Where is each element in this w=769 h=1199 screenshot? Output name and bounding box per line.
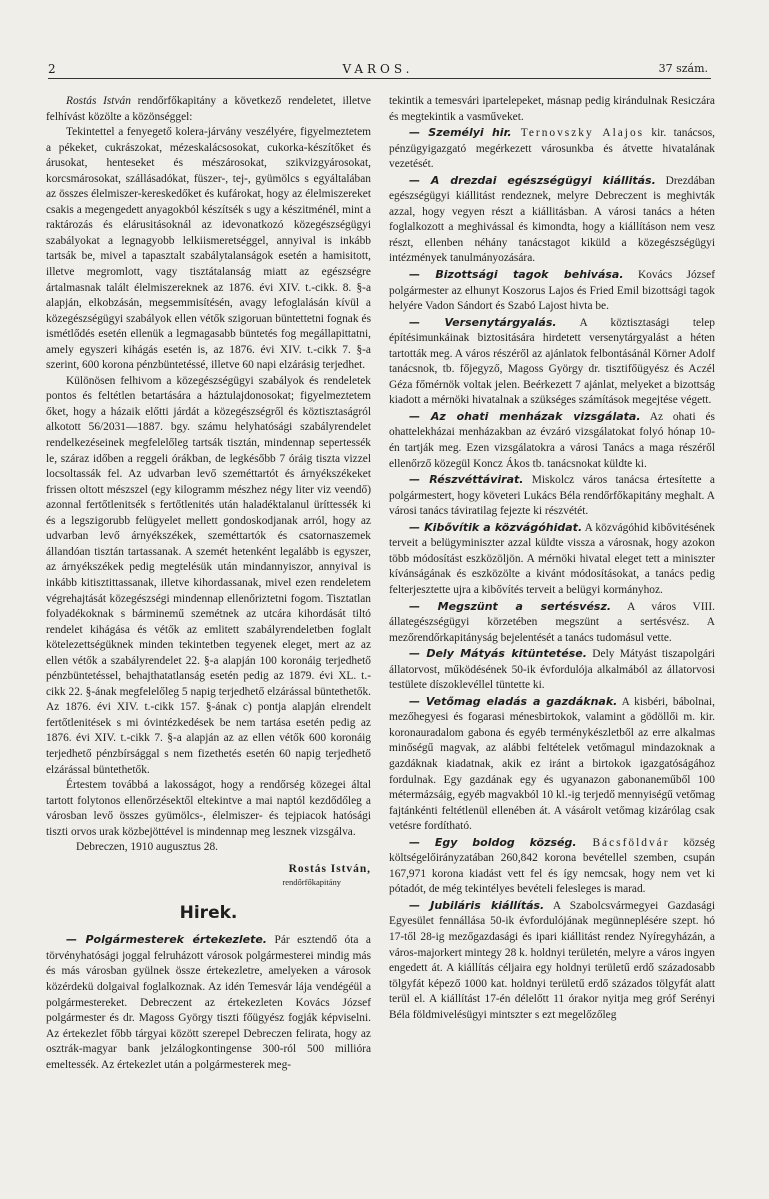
news-item: — Bizottsági tagok behivása. Kovács József polgármester az elhunyt Koszorus Lajos és Fried Emil bizottsági tagok helyére Vadon Sándort és Szabó Lajost hivta be. bbox=[389, 268, 715, 313]
news-item: — Vetőmag eladás a gazdáknak. A kisbéri, bábolnai, mezőhegyesi és fogarasi ménesbirtokok, valamint a gödöllői m. kir. koronauradalom gabona és egyéb terménykészletből az erre alkalmas minőségű magvak, az alábbi feltételek vetőmagul mindazoknak a gazdáknak kiadatnak, akik ez iránt a birtokok igazgatóságához fordulnak. Egy gazdának egy és ugyanazon gabonaneműből 100 métermázsáig, egyéb magvakból 10 kl.-ig terjedő mennyiségű vetőmag fajtánkénti feltétlenül ellenében át. A vásárolt vetőmag kizárólag csak vetésre fordítható. bbox=[389, 694, 715, 833]
newspaper-title: VAROS. bbox=[342, 62, 414, 76]
page-number: 2 bbox=[48, 62, 56, 76]
decree-paragraph: Különösen felhivom a közegészségügyi szabályok és rendeletek pontos és feltétlen betartására a háztulajdonosokat; figyelmeztetem őket, hogy a házaik előtti járdát a közegészségről és köztisztaságról alkotott 56/2031—1887. bgy. számu helyhatósági szabályrendelet rendelkezéseinek megfelelőleg tartsák tisztán, mindennap sepertessék le, száraz időben a reggeli órákban, de legkésőbb 7 óráig tiszta vizzel locsoltassák fel. Az udvarban levő szeméttartót és árnyékszékeket frissen oltott mészszel (egy kilogramm mészhez négy liter viz veendő) azonnal fertőtlenitsék s fertőtlenités után haladéktalanul üríttessék ki és a legszigorubb felügyelet mellett gondoskodjanak arról, hogy az udvarban levő árnyékszékek, szeméttartók és csatornaszemek állandóan tisztán tartassanak. A szemét hetenként legalább is egyszer, az árnyékszékek pedig megtelésük után mindannyiszor, annyival is inkább kitisztittassanak, illetve kihordassanak, mivel ezen rendeletem végrehajtását közegészségi mindennap ellenőriztetni fogom. Tisztatlan folyadékoknak s bárminemű szemétnek az utcára kihordását tiltó rendelet kihágása és vétők az emlitett szabályrendeletben foglalt kötelezettségüknek minden tekintetben tegyenek eleget, mert az az ellen vétők a szabályrendelet 22. §-a alapján 100 koronáig terjedhető pénzbüntetéssel, behajthatatlanság esetén pedig az 1879. évi XL. t.-cikk 22. §-ának megfelelőleg 5 napig terjedhető elzárással büntethetők. Az 1876. évi XIV. t.-cikk 157. §-ának c) pontja alapján elrendelt fertőtlenitések s mi óvintézkedések be nem tartása esetén pedig az 1876. évi XIV. t.-cikk 7. §-a alapján az az ellen vétők 600 koronáig terjedhető pénzbírsággal s nem fizethetés esetén 60 napig terjedhető elzárással büntethetők. bbox=[46, 374, 371, 776]
news-item: — Jubiláris kiállítás. A Szabolcsvármegyei Gazdasági Egyesület fennállása 50-ik évfordulójának megünneplésére szept. hó 17-től 28-ig mezőgazdasági és ipari kiállitást rendez Nyíregyházán, a város-majorkert mintegy 28 k. holdnyi területén, melyre a város ingyen engedett át. A kiállítás céljaira egy holdnyi területű erdő századosabb tölgyfát képező 1000 kat. holdnyi területű erdő százados tölgyfát alatt terül el. A kiállítást 17-én délelőtt 11 órakor nyitja meg gróf Serényi Béla földmivelésügyi mintszter s ezt megelőzőleg bbox=[389, 898, 715, 1021]
page-header bbox=[48, 62, 708, 78]
news-item: — Kibővítik a közvágóhidat. A közvágóhid kibővitésének terveit a belügyminiszter azzal küldte vissza a városnak, hogy azokon több módosítást eszközöljön. A mérnöki hivatal eleget tett a miniszter kívánságának és eszközölte a kivánt módosításokat, a tanács pedig felterjesztette ujra a kibővítés terveit a belügyi kormányhoz. bbox=[389, 520, 715, 596]
decree-paragraph: Tekintettel a fenyegető kolera-járvány veszélyére, figyelmeztetem a pékeket, cukrászokat, mézeskalácsosokat, cukorka-készítőket és árusokat, henteseket és mészárosokat, szikvizgyárosokat, korcsmárosokat, szállásadókat, füszer-, tej-, gyümölcs s egyáltalában az összes élelmiszer-kereskedőket és kufárokat, hogy az élelmiszereket csakis a megengedett anyagokból készítsék s ugy a készitménél, mint a raktározás és elárusitásoknál az idevonatkozó közegészségügyi szabályokat a legnagyobb lelkiismeretséggel, annyival is inkább tartsák be, mivel a tapasztalt szabálytalanságok esetén a hamisitott, illetve megromlott, vagy tisztátalanság miatt az egészségre ártalmasnak talált élelmiszereknek az 1876. évi XIV. t.-cikk. 8. §-a alapján, elkobzásán, megsemmisítésén, avagy lefoglalásán kívül a közegészségügyi szabályok ellen vétők szigoruan büntettetni fognak és ismétlődés esetén ellenük a legmagasabb büntetés fog megállapittatni, amely egyszeri kihágás esetén is, az 1876. évi XIV. t.-cikk 7. §-a szerint, 600 korona pénzbüntetéssé, illetve 60 napi elzárásig terjedhet. bbox=[46, 126, 371, 372]
news-item: — Dely Mátyás kitüntetése. Dely Mátyást tiszapolgári állatorvost, működésének 50-ik évfordulója alkalmából az állatorvosi testülete díszoklevéllel tüntette ki. bbox=[389, 647, 715, 692]
signature-name: Rostás István, bbox=[288, 862, 371, 875]
news-item: — Versenytárgyalás. A köztisztasági telep építésimunkáinak biztositására hirdetett versenytárgyalást a héten tartották meg. A város részéről az ajánlatok felbontásánál Körner Adolf tanácsnok, tb. főjegyző, Magoss György dr. tisztifőügyész és Aczél Géza főmérnök voltak jelen. Beérkezett 7 ajánlat, melyeket a bizottság kiadott a mérnöki hivatalnak a szükséges számítások megejtése végett. bbox=[389, 315, 715, 407]
news-item: — Polgármesterek értekezlete. Pár esztendő óta a törvényhatósági joggal felruházott városok polgármesterei mindig más és más városban gyülnek össze értekezletre, amelyeken a városok közérdekü dolgaival foglalkoznak. Az idén Temesvár lája vendégéül a polgármestereket. Debreczent az értekezleten Kovács József polgármester és dr. Magoss György tiszti főügyész fogják képviselni. Az értekezlet főbb tárgyai között szerepel Debreczen felirata, hogy az osztrák-magyar bank jelzálogkontingense 300-ról 500 millióra emeltessék. Az értekezlet után a polgármesterek meg- bbox=[46, 933, 371, 1071]
news-item: — Az ohati menházak vizsgálata. Az ohati és ohattelekházai menházakban az évzáró vizsgálatokat folyó hónap 10-én tartják meg. Ezen vizsgálatokra a városi Tanács a maga részéről ellenőrző közegül Koncz Ákos tb. tanácsnokat küldte ki. bbox=[389, 409, 715, 470]
news-item: — Megszünt a sertésvész. A város VIII. állategészségügyi körzetében megszünt a sertésvész. A mezőrendőrkapitányság bejelentését a tanács tudomásul vette. bbox=[389, 599, 715, 644]
signature-title: rendőrfőkapitány bbox=[282, 877, 341, 888]
news-item: — Egy boldog község. Bácsföldvár község költségelőirányzatában 260,842 korona bevétellel szemben, csupán 167,971 korona kiadást vett fel és így nemcsak, hogy nem vet ki pótadót, de még tekintélyes bevételi felesleges is marad. bbox=[389, 835, 716, 896]
news-section-title: Hirek. bbox=[179, 903, 238, 924]
left-column bbox=[46, 94, 371, 1073]
decree-paragraph: Értestem továbbá a lakosságot, hogy a rendőrség közegei által tartott folytonos ellenőrzésektől eltekintve a mai naptól kezdődőleg a városban levő összes gyümölcs-, élelmiszer- és tejpiacok hatósági tiszti orvos urak közbejöttével is mindennap meg lesznek vizsgálva. bbox=[46, 779, 371, 838]
issue-number: 37 szám. bbox=[658, 62, 708, 75]
decree-intro: Rostás István rendőrfőkapitány a következő rendeletet, illetve felhívást közölte a közönséggel: bbox=[46, 95, 371, 123]
header-rule bbox=[48, 78, 711, 79]
news-item: — Részvéttávirat. Miskolcz város tanácsa értesítette a polgármestert, hogy követeri Lukács Béla rendőrfőkapitány meghalt. A városi tanács táviratilag fejezte ki részvétét. bbox=[389, 473, 715, 518]
right-column bbox=[389, 94, 715, 1023]
decree-date: Debreczen, 1910 augusztus 28. bbox=[76, 841, 219, 854]
news-continuation: tekintik a temesvári ipartelepeket, másnap pedig kirándulnak Resiczára és megtekintik a vasműveket. bbox=[389, 95, 715, 123]
news-item: — A drezdai egészségügyi kiállitás. Drezdában egészségügyi kiállitást rendeznek, melyre Debreczent is meghivták azzal, hogy vegyen részt a kiállitásban. A városi tanács a héten foglalkozott a meghivással és kimondta, hogy a kiállításon nem vesz részt, ellenben néhány tanácstagot kiküld a közegészségügyi intézmények tanulmányozására. bbox=[389, 173, 715, 265]
news-item: — Személyi hir. Ternovszky Alajos kir. tanácsos, pénzügyigazgató megérkezett városunkba és átvette hivatalának vezetését. bbox=[389, 126, 716, 171]
